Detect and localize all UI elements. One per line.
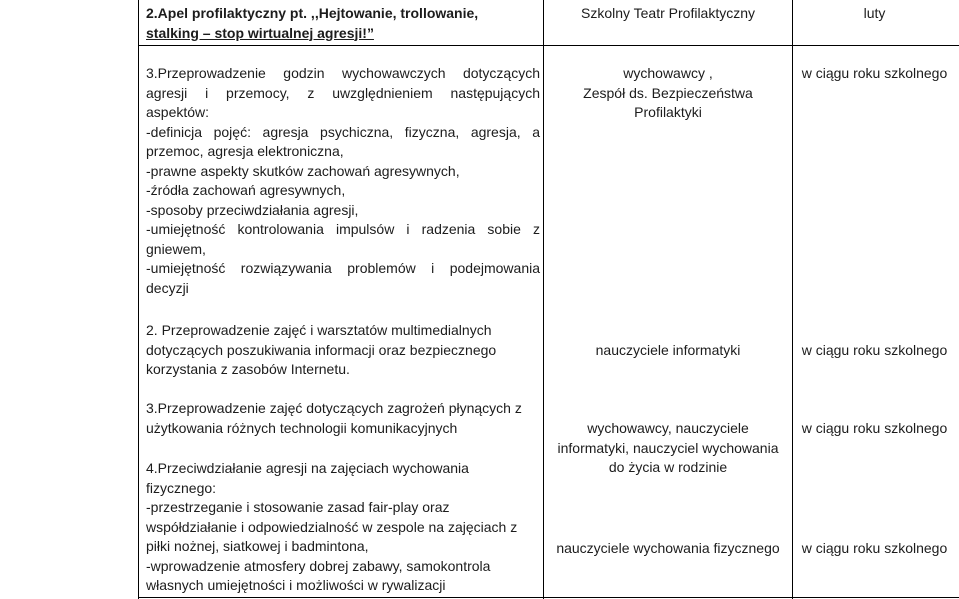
row4-line: 3.Przeprowadzenie zajęć dotyczących zagrożeń płynących z <box>146 400 522 416</box>
row5-line: fizycznego: <box>146 479 217 496</box>
row2-line: -umiejętność rozwiązywania problemów i podejmowania <box>146 260 540 276</box>
column-divider-2 <box>792 0 793 599</box>
row3-topic <box>146 321 540 380</box>
row2-line: -definicja pojęć: agresja psychiczna, fizyczna, agresja, a <box>146 123 540 140</box>
row2-line: gniewem, <box>146 240 206 257</box>
row4-deadline: w ciągu roku szkolnego <box>801 420 948 436</box>
row5-line: własnych umiejętności i możliwości w rywalizacji <box>146 577 446 593</box>
row1-deadline: luty <box>863 5 886 21</box>
row4-responsible-line: wychowawcy, nauczyciele <box>587 420 749 436</box>
row5-line: -wprowadzenie atmosfery dobrej zabawy, samokontrola <box>146 557 491 574</box>
table-bottom-border <box>138 597 959 598</box>
row2-line: 3.Przeprowadzenie godzin wychowawczych dotyczących <box>146 65 540 81</box>
row2-line: -prawne aspekty skutków zachowań agresywnych, <box>146 162 460 179</box>
row2-line: -sposoby przeciwdziałania agresji, <box>146 201 359 218</box>
row4-responsible-line: informatyki, nauczyciel wychowania <box>557 439 779 456</box>
row2-line: decyzji <box>146 279 189 296</box>
row5-line: piłki nożnej, siatkowej i badmintona, <box>146 538 369 554</box>
row1-responsible: Szkolny Teatr Profilaktyczny <box>580 5 756 21</box>
row5-responsible: nauczyciele wychowania fizycznego <box>556 540 780 556</box>
row4-responsible-line: do życia w rodzinie <box>608 459 728 475</box>
row2-responsible-line: wychowawcy , <box>623 65 713 81</box>
row4-topic <box>146 399 540 438</box>
row2-topic <box>146 64 540 298</box>
row3-line: dotyczących poszukiwania informacji oraz bezpiecznego <box>146 341 497 358</box>
row3-responsible: nauczyciele informatyki <box>595 342 741 358</box>
row5-topic <box>146 459 540 596</box>
row5-line: współdziałanie i odpowiedzialność w zespole na zajęciach z <box>146 518 518 535</box>
row4-line: użytkowania różnych technologii komunikacyjnych <box>146 419 458 436</box>
column-divider-1 <box>543 0 544 599</box>
row3-line: 2. Przeprowadzenie zajęć i warsztatów multimedialnych <box>146 322 492 338</box>
row3-deadline: w ciągu roku szkolnego <box>801 342 948 358</box>
row2-line: przemoc, agresja elektroniczna, <box>146 143 344 159</box>
row4-responsible <box>545 419 791 478</box>
row1-topic <box>146 4 540 43</box>
row2-responsible-line: Zespół ds. Bezpieczeństwa <box>583 84 753 101</box>
row2-line: agresji i przemocy, z uwzględnieniem następujących <box>146 84 540 101</box>
row5-deadline: w ciągu roku szkolnego <box>801 540 948 556</box>
row2-line: -źródła zachowań agresywnych, <box>146 182 346 198</box>
row2-line: aspektów: <box>146 104 210 120</box>
row1-topic-line1: 2.Apel profilaktyczny pt. ,,Hejtowanie, trollowanie, <box>146 5 479 21</box>
row-divider <box>138 45 959 46</box>
row2-responsible <box>545 64 791 123</box>
row1-topic-line2: stalking – stop wirtualnej agresji!” <box>146 24 374 41</box>
row3-line: korzystania z zasobów Internetu. <box>146 361 350 377</box>
row2-responsible-line: Profilaktyki <box>634 104 702 120</box>
row2-deadline: w ciągu roku szkolnego <box>801 65 948 81</box>
table-left-border <box>138 0 139 599</box>
row2-line: -umiejętność kontrolowania impulsów i radzenia sobie z <box>146 221 540 237</box>
row5-line: -przestrzeganie i stosowanie zasad fair-play oraz <box>146 499 450 515</box>
row5-line: 4.Przeciwdziałanie agresji na zajęciach wychowania <box>146 460 469 476</box>
